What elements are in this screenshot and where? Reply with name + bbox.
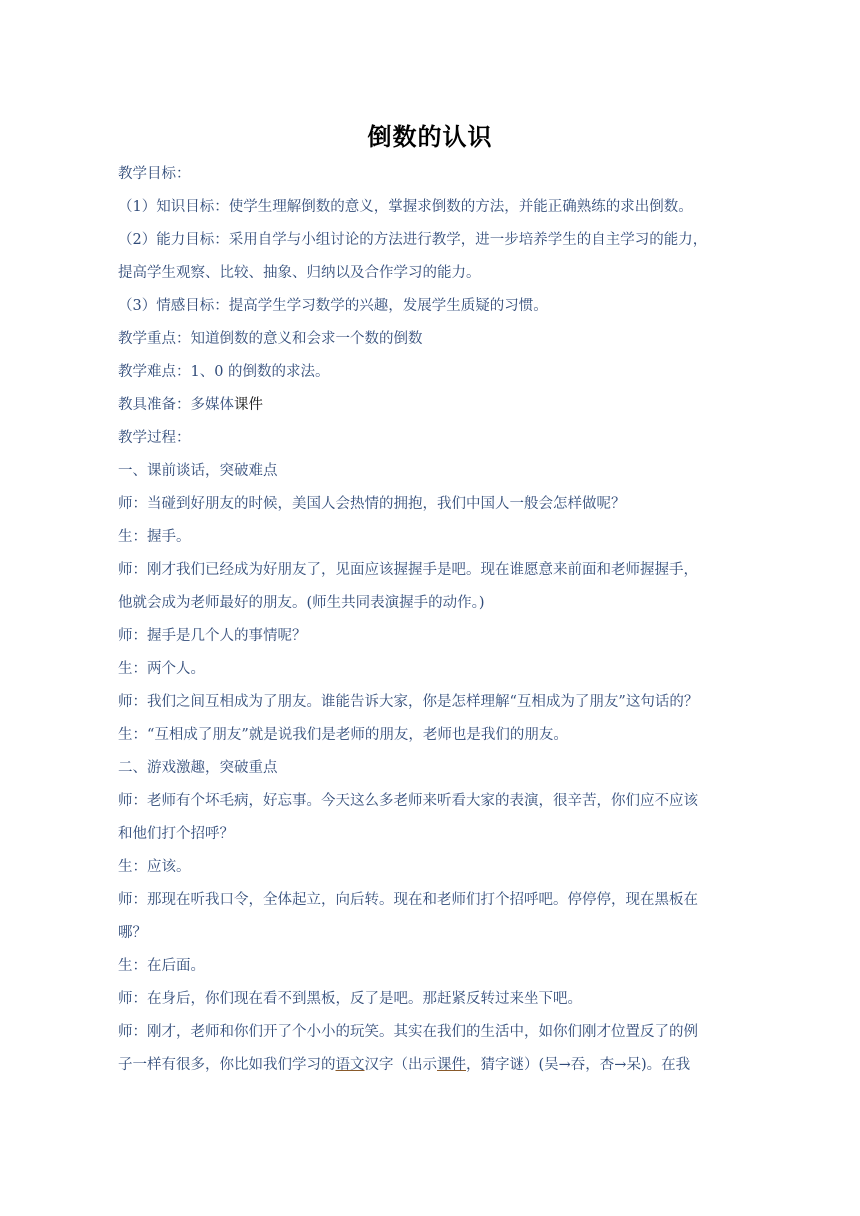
paragraph-line: 师：刚才我们已经成为好朋友了，见面应该握握手是吧。现在谁愿意来前面和老师握握手，: [118, 562, 698, 578]
paragraph-line: [118, 1049, 738, 1082]
document-body: [118, 158, 738, 1082]
paragraph-line: （2）能力目标：采用自学与小组讨论的方法进行教学，进一步培养学生的自主学习的能力，: [118, 232, 708, 248]
paragraph-line: 师：老师有个坏毛病，好忘事。今天这么多老师来听看大家的表演，很辛苦，你们应不应该: [118, 793, 698, 809]
paragraph-line: 生：两个人。: [118, 661, 205, 677]
paragraph-line: （1）知识目标：使学生理解倒数的意义，掌握求倒数的方法，并能正确熟练的求出倒数。: [118, 199, 693, 215]
paragraph-line: 哪？: [118, 925, 147, 941]
paragraph-line: 教学难点：1、0 的倒数的求法。: [118, 364, 330, 380]
paragraph-line: 教学目标：: [118, 166, 191, 182]
paragraph-line: 他就会成为老师最好的朋友。(师生共同表演握手的动作。): [118, 595, 485, 611]
paragraph-line: 师：那现在听我口令，全体起立，向后转。现在和老师们打个招呼吧。停停停，现在黑板在: [118, 892, 698, 908]
paragraph-line: 师：刚才，老师和你们开了个小小的玩笑。其实在我们的生活中，如你们刚才位置反了的例: [118, 1024, 698, 1040]
line-text: ，猜字谜）(吴→吞，杏→呆)。在我: [466, 1057, 691, 1073]
paragraph-line: 生：在后面。: [118, 958, 205, 974]
paragraph-line: [118, 389, 738, 422]
paragraph-line: 教学重点：知道倒数的意义和会求一个数的倒数: [118, 331, 423, 347]
paragraph-line: 提高学生观察、比较、抽象、归纳以及合作学习的能力。: [118, 265, 481, 281]
paragraph-line: 师：当碰到好朋友的时候，美国人会热情的拥抱，我们中国人一般会怎样做呢？: [118, 496, 626, 512]
paragraph-line: 一、课前谈话，突破难点: [118, 463, 278, 479]
line-text-suffix: 课件: [234, 397, 263, 413]
line-text: 汉字（出示: [364, 1057, 437, 1073]
underlined-link-kejian[interactable]: 课件: [437, 1057, 466, 1073]
paragraph-line: 师：握手是几个人的事情呢？: [118, 628, 307, 644]
paragraph-line: 二、游戏激趣，突破重点: [118, 760, 278, 776]
paragraph-line: （3）情感目标：提高学生学习数学的兴趣，发展学生质疑的习惯。: [118, 298, 548, 314]
paragraph-line: 生：握手。: [118, 529, 191, 545]
paragraph-line: 生：应该。: [118, 859, 191, 875]
line-text: 教具准备：多媒体: [118, 397, 234, 413]
paragraph-line: 教学过程：: [118, 430, 191, 446]
paragraph-line: 师：我们之间互相成为了朋友。谁能告诉大家，你是怎样理解“互相成为了朋友”这句话的？: [118, 694, 699, 710]
paragraph-line: 生：“互相成了朋友”就是说我们是老师的朋友，老师也是我们的朋友。: [118, 727, 568, 743]
line-text: 子一样有很多，你比如我们学习的: [118, 1057, 336, 1073]
paragraph-line: 和他们打个招呼？: [118, 826, 234, 842]
underlined-link-yuwen[interactable]: 语文: [335, 1057, 365, 1073]
document-title: 倒数的认识: [367, 122, 493, 151]
paragraph-line: 师：在身后，你们现在看不到黑板，反了是吧。那赶紧反转过来坐下吧。: [118, 991, 582, 1007]
